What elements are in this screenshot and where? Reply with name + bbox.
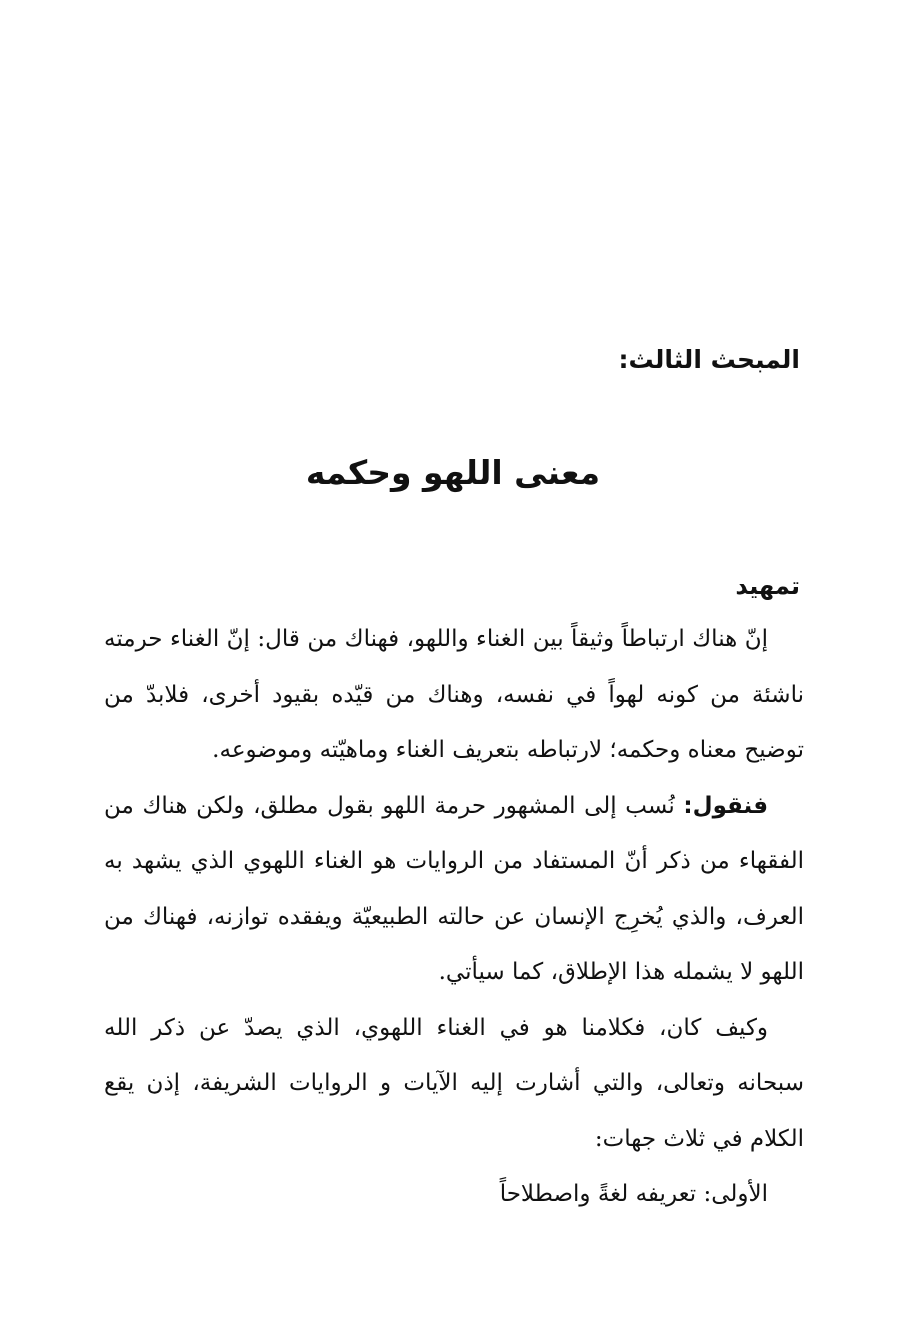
paragraph-3: وكيف كان، فكلامنا هو في الغناء اللهوي، الذي يصدّ عن ذكر الله سبحانه وتعالى، والتي أشارت إليه الآيات و الروايات الشريفة، إذن يقع الكلام في ثلاث جهات: <box>104 1014 804 1152</box>
paragraph-2-lead: فنقول: <box>683 792 768 819</box>
paragraph-2 <box>104 779 804 1001</box>
section-label: المبحث الثالث: <box>618 345 800 374</box>
paragraph-1: إنّ هناك ارتباطاً وثيقاً بين الغناء واللهو، فهناك من قال: إنّ الغناء حرمته ناشئة من كونه لهواً في نفسه، وهناك من قيّده بقيود أخرى، فلابدّ من توضيح معناه وحكمه؛ لارتباطه بتعريف الغناء وماهيّته وموضوعه. <box>104 626 804 763</box>
subheading-introduction: تمهيد <box>735 572 800 600</box>
list-item-1: الأولى: تعريفه لغةً واصطلاحاً <box>499 1181 768 1207</box>
chapter-title: معنى اللهو وحكمه <box>305 453 601 492</box>
paragraph-2-body: نُسب إلى المشهور حرمة اللهو بقول مطلق، ولكن هناك من الفقهاء من ذكر أنّ المستفاد من الروايات هو الغناء اللهوي الذي يشهد به العرف، والذي يُخرِج الإنسان عن حالته الطبيعيّة ويفقده توازنه، فهناك من اللهو لا يشمله هذا الإطلاق، كما سيأتي. <box>104 792 804 985</box>
body-text <box>104 612 804 1223</box>
